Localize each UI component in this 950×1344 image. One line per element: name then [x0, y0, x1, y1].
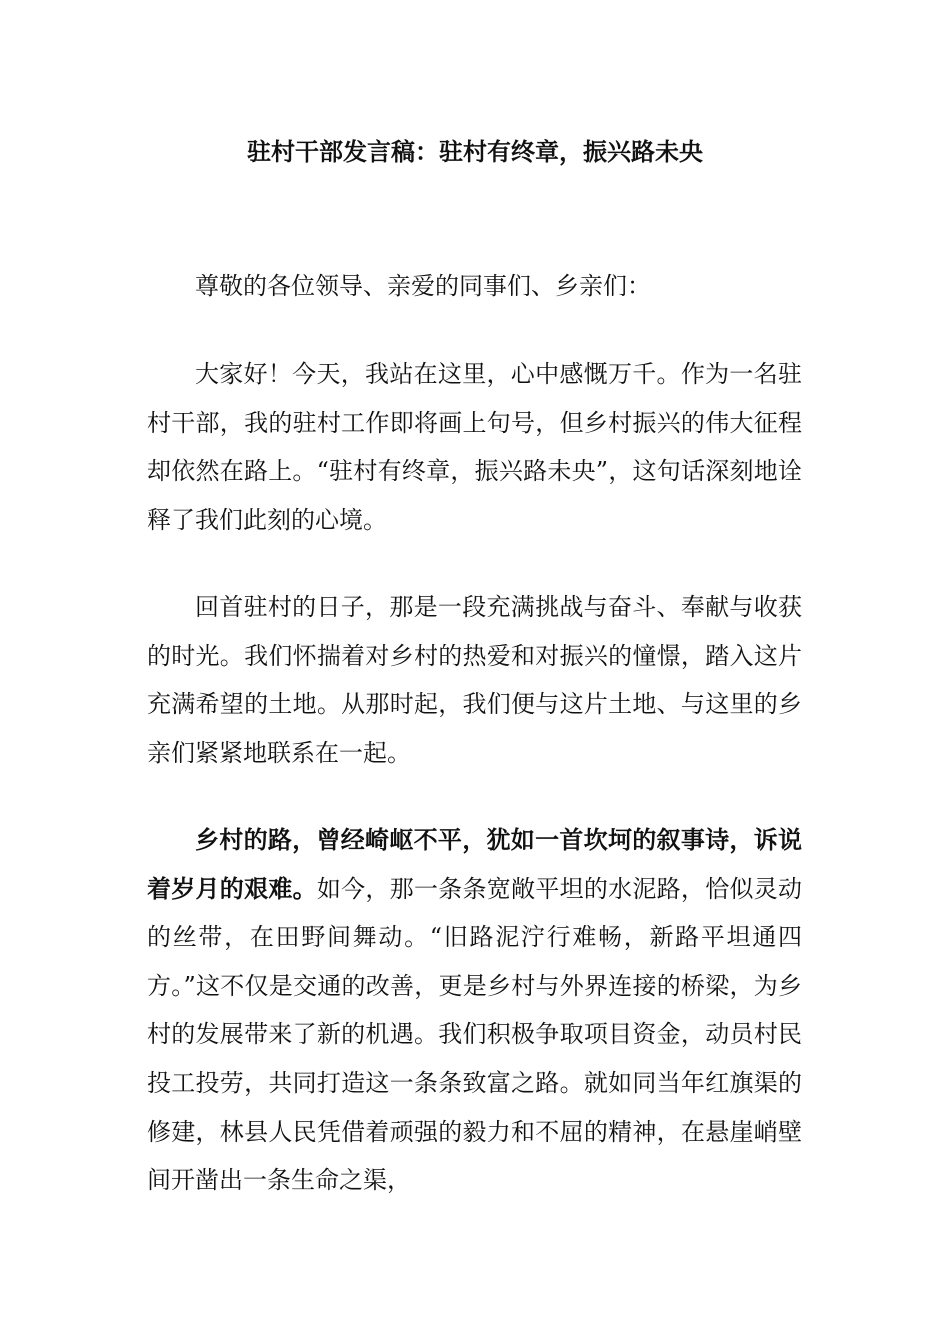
- greeting-paragraph: 尊敬的各位领导、亲爱的同事们、乡亲们：: [195, 272, 651, 300]
- paragraph-2: 回首驻村的日子，那是一段充满挑战与奋斗、奉献与收获的时光。我们怀揣着对乡村的热爱和对振兴的憧憬，踏入这片充满希望的土地。从那时起，我们便与这片土地、与这里的乡亲们紧紧地联系在一起。: [147, 593, 802, 767]
- paragraph-3: [147, 816, 802, 1205]
- paragraph-3-text: 如今，那一条条宽敞平坦的水泥路，恰似灵动的丝带，在田野间舞动。“旧路泥泞行难畅，新路平坦通四方。”这不仅是交通的改善，更是乡村与外界连接的桥梁，为乡村的发展带来了新的机遇。我们积极争取项目资金，动员村民投工投劳，共同打造这一条条致富之路。就如同当年红旗渠的修建，林县人民凭借着顽强的毅力和不屈的精神，在悬崖峭壁间开凿出一条生命之渠，: [147, 874, 803, 1195]
- paragraph-1: 大家好！今天，我站在这里，心中感慨万千。作为一名驻村干部，我的驻村工作即将画上句号，但乡村振兴的伟大征程却依然在路上。“驻村有终章，振兴路未央”，这句话深刻地诠释了我们此刻的心境。: [147, 360, 802, 534]
- paragraph-3-bold-lead: 乡村的路，曾经崎岖不平，犹如一首坎坷的叙事诗，诉说着岁月的艰难。: [147, 825, 802, 903]
- page-title: 驻村干部发言稿：驻村有终章，振兴路未央: [247, 137, 703, 166]
